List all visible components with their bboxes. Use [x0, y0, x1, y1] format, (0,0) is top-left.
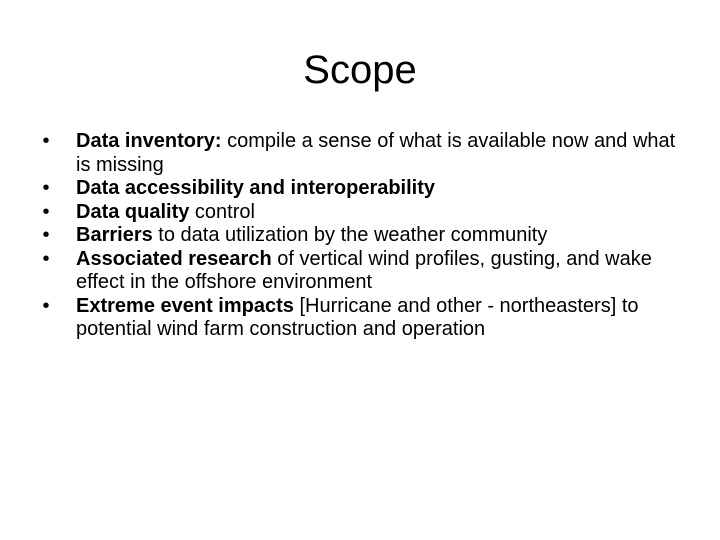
bullet-glyph: • — [42, 177, 50, 199]
bullet-item-data-quality — [36, 201, 676, 225]
bullet-item-extreme-event-impacts — [36, 295, 676, 342]
bullet-bold-text: Data inventory: — [76, 130, 222, 152]
bullet-bold-text: Associated research — [76, 247, 272, 270]
bullet-item-data-inventory — [36, 130, 676, 177]
bullet-glyph: • — [42, 200, 50, 223]
bullet-bold-text: Barriers — [76, 224, 153, 246]
bullet-text: control — [189, 200, 255, 223]
bullet-item-data-accessibility — [36, 177, 676, 201]
bullet-item-associated-research — [36, 248, 676, 295]
slide-title: Scope — [303, 48, 417, 92]
bullet-bold-text: Extreme event impacts — [76, 294, 294, 317]
bullet-bold-text: Data accessibility and interoperability — [76, 177, 436, 199]
bullet-item-barriers — [36, 224, 676, 248]
bullet-bold-text: Data quality — [76, 200, 190, 223]
bullet-glyph: • — [42, 247, 50, 270]
bullet-text: to data utilization by the weather community — [152, 224, 548, 246]
bullet-glyph: • — [42, 130, 50, 152]
bullet-list — [36, 130, 676, 342]
bullet-text: compile a sense of what is available now and what is missing — [76, 130, 676, 176]
bullet-text: of vertical wind profiles, gusting, and wake effect in the offshore environment — [76, 247, 652, 293]
bullet-text: [Hurricane and other - northeasters] to potential wind farm construction and operation — [76, 294, 639, 340]
bullet-glyph: • — [42, 294, 50, 317]
bullet-glyph: • — [42, 224, 50, 246]
